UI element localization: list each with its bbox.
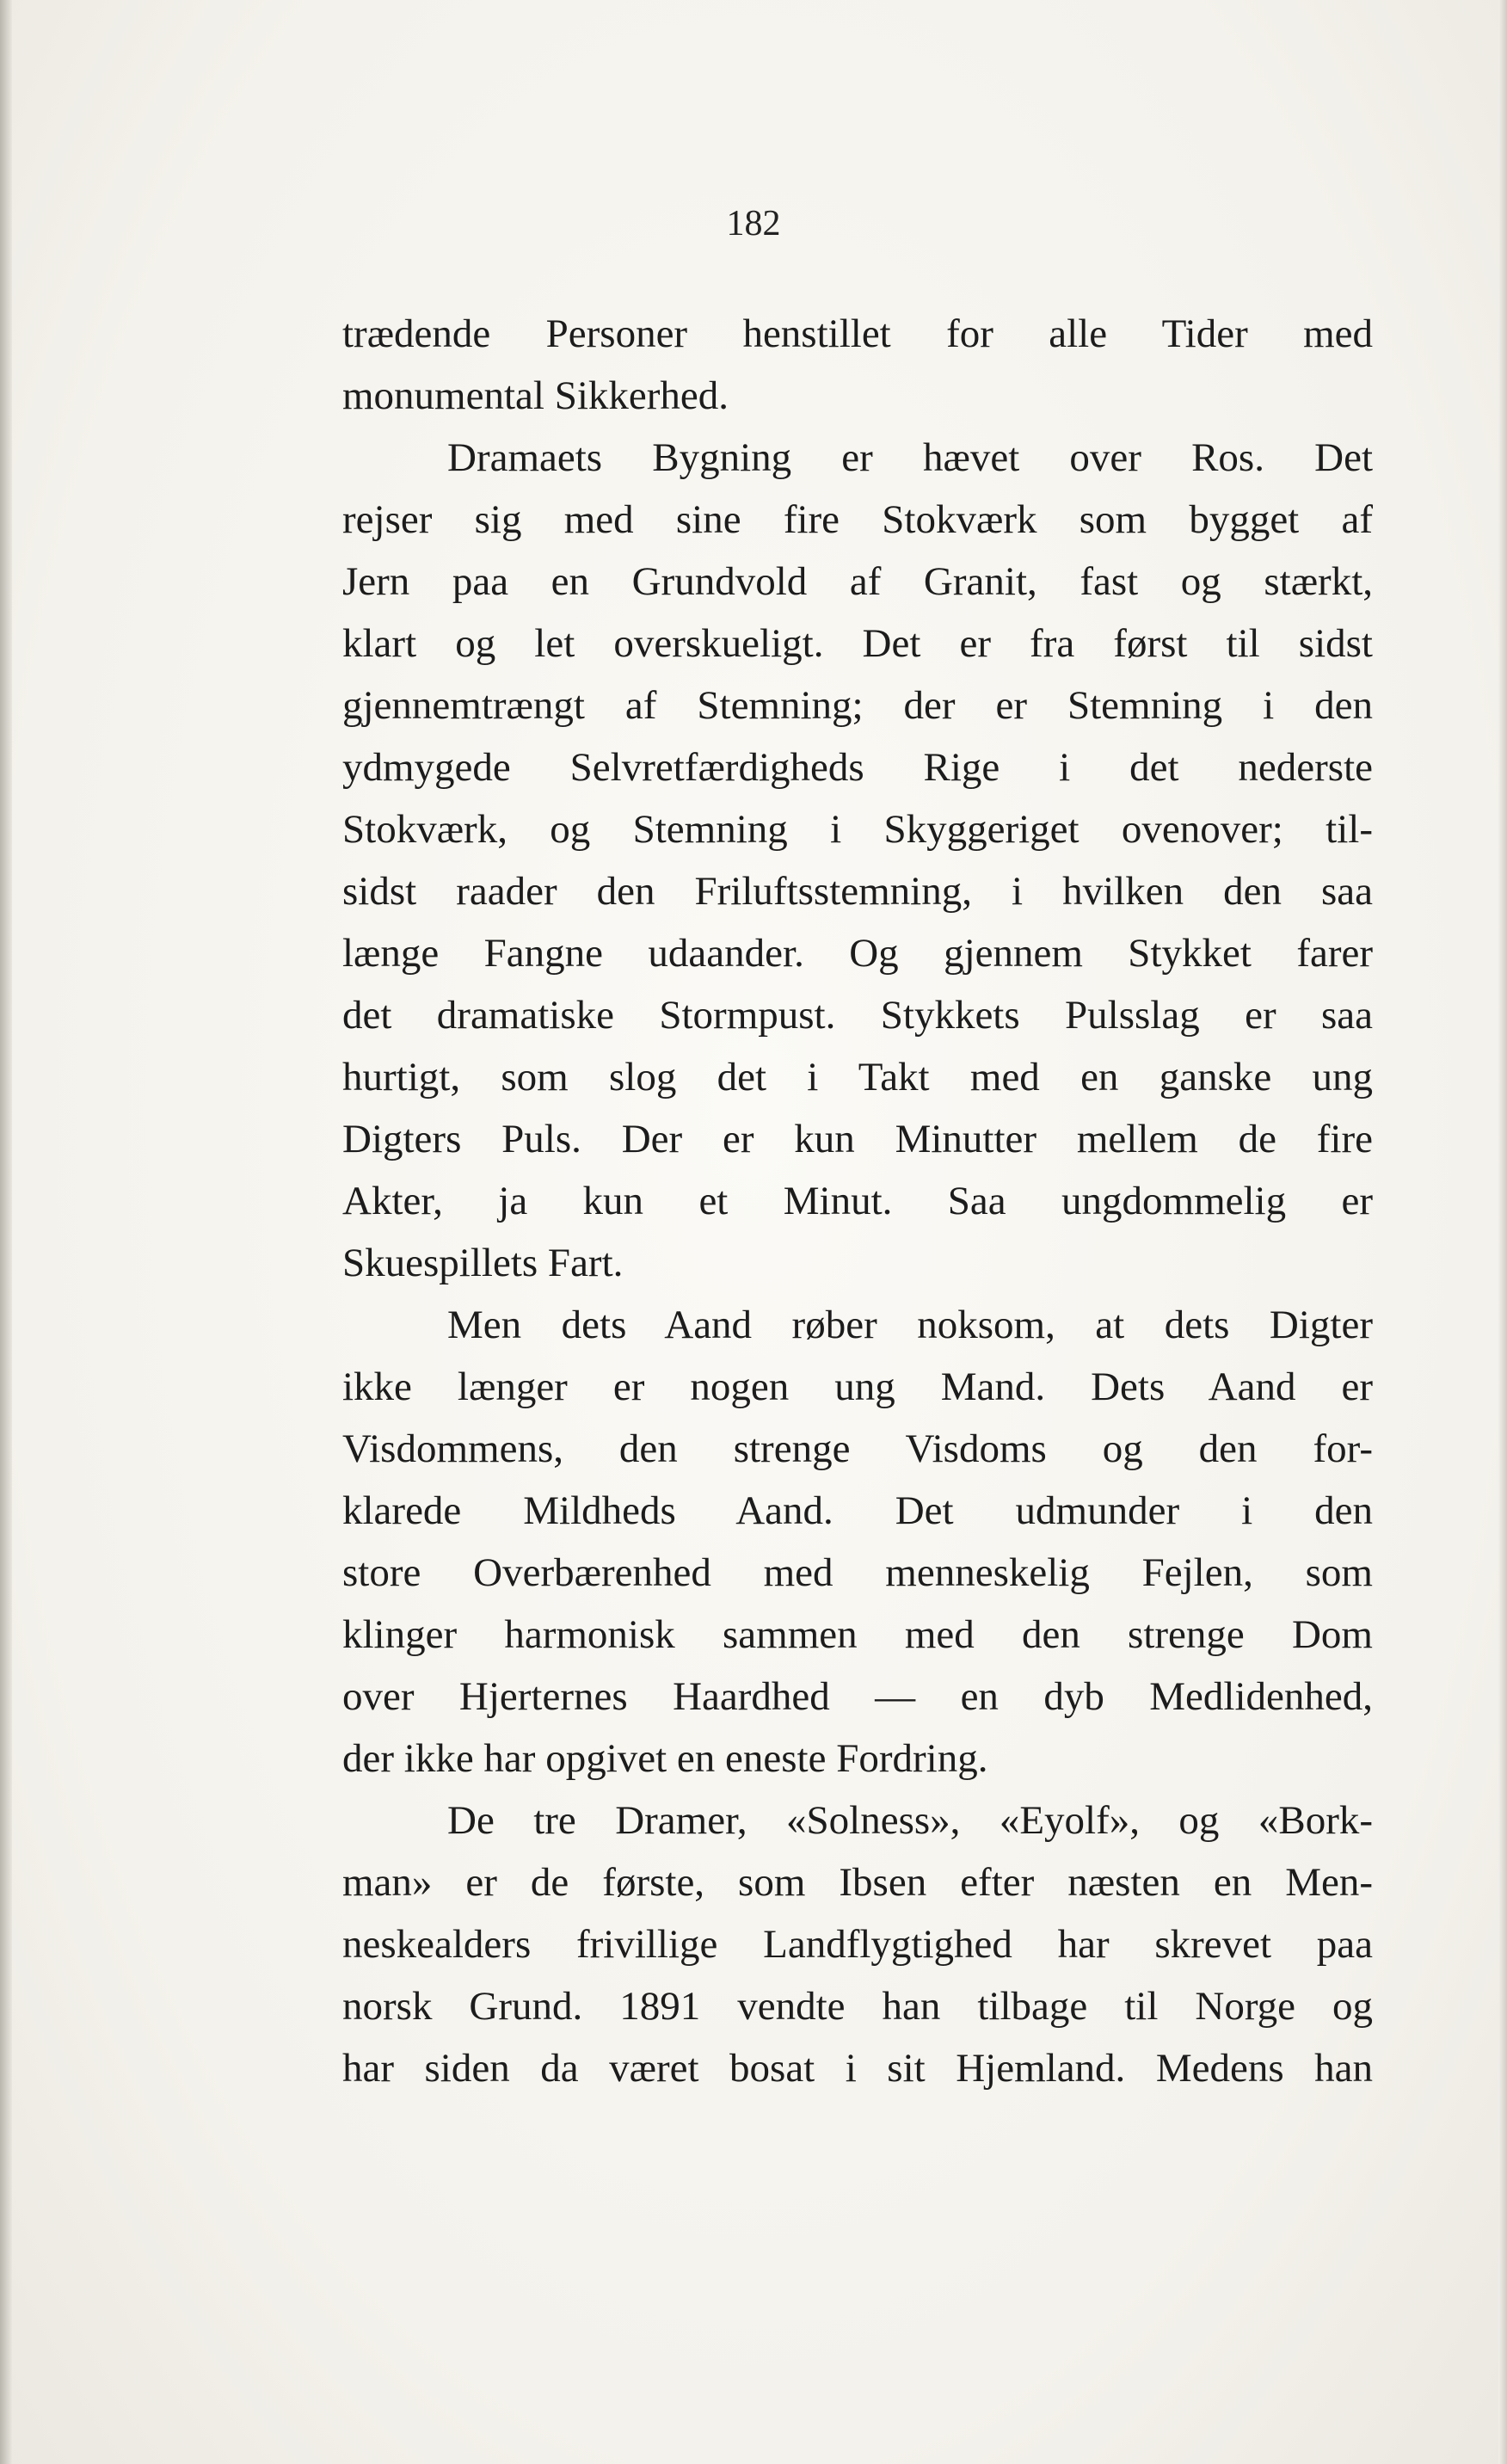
page-edge-right: [1498, 0, 1507, 2464]
text-line: Skuespillets Fart.: [342, 1241, 624, 1285]
text-line: monumental Sikkerhed.: [342, 373, 729, 418]
text-line: sidst raader den Friluftsstemning, i hvilken den saa: [342, 869, 1373, 914]
text-line: det dramatiske Stormpust. Stykkets Pulsslag er saa: [342, 993, 1373, 1038]
text-line: ikke længer er nogen ung Mand. Dets Aand er: [342, 1364, 1373, 1409]
text-line: store Overbærenhed med menneskelig Fejlen, som: [342, 1550, 1373, 1595]
page-number: 182: [726, 204, 781, 243]
text-line: der ikke har opgivet en eneste Fordring.: [342, 1736, 988, 1781]
text-line: Men dets Aand røber noksom, at dets Digter: [447, 1303, 1373, 1347]
text-line: klinger harmonisk sammen med den strenge Dom: [342, 1612, 1373, 1657]
text-line: gjennemtrængt af Stemning; der er Stemning i den: [342, 683, 1373, 728]
text-line: har siden da været bosat i sit Hjemland. Medens han: [342, 2046, 1373, 2091]
page-edge-left: [0, 0, 12, 2464]
text-line: over Hjerternes Haardhed — en dyb Medlidenhed,: [342, 1674, 1373, 1719]
text-line: Akter, ja kun et Minut. Saa ungdommelig er: [342, 1179, 1373, 1223]
text-line: rejser sig med sine fire Stokværk som bygget af: [342, 497, 1373, 542]
text-line: Jern paa en Grundvold af Granit, fast og stærkt,: [342, 559, 1373, 604]
text-line: De tre Dramer, «Solness», «Eyolf», og «Bork-: [447, 1798, 1373, 1843]
text-line: længe Fangne udaander. Og gjennem Stykket farer: [342, 931, 1373, 976]
body-text: [342, 303, 1373, 2099]
text-line: klart og let overskueligt. Det er fra først til sidst: [342, 621, 1373, 666]
text-line: Stokværk, og Stemning i Skyggeriget ovenover; til-: [342, 807, 1373, 852]
text-line: man» er de første, som Ibsen efter næsten en Men-: [342, 1860, 1373, 1905]
text-line: Visdommens, den strenge Visdoms og den for-: [342, 1426, 1373, 1471]
text-line: Digters Puls. Der er kun Minutter mellem de fire: [342, 1117, 1373, 1161]
text-line: neskealders frivillige Landflygtighed har skrevet paa: [342, 1922, 1373, 1967]
text-line: Dramaets Bygning er hævet over Ros. Det: [447, 435, 1373, 480]
text-line: hurtigt, som slog det i Takt med en ganske ung: [342, 1055, 1373, 1100]
text-line: trædende Personer henstillet for alle Tider med: [342, 311, 1373, 356]
text-line: klarede Mildheds Aand. Det udmunder i den: [342, 1488, 1373, 1533]
text-line: ydmygede Selvretfærdigheds Rige i det nederste: [342, 745, 1373, 790]
text-line: norsk Grund. 1891 vendte han tilbage til Norge og: [342, 1984, 1373, 2029]
